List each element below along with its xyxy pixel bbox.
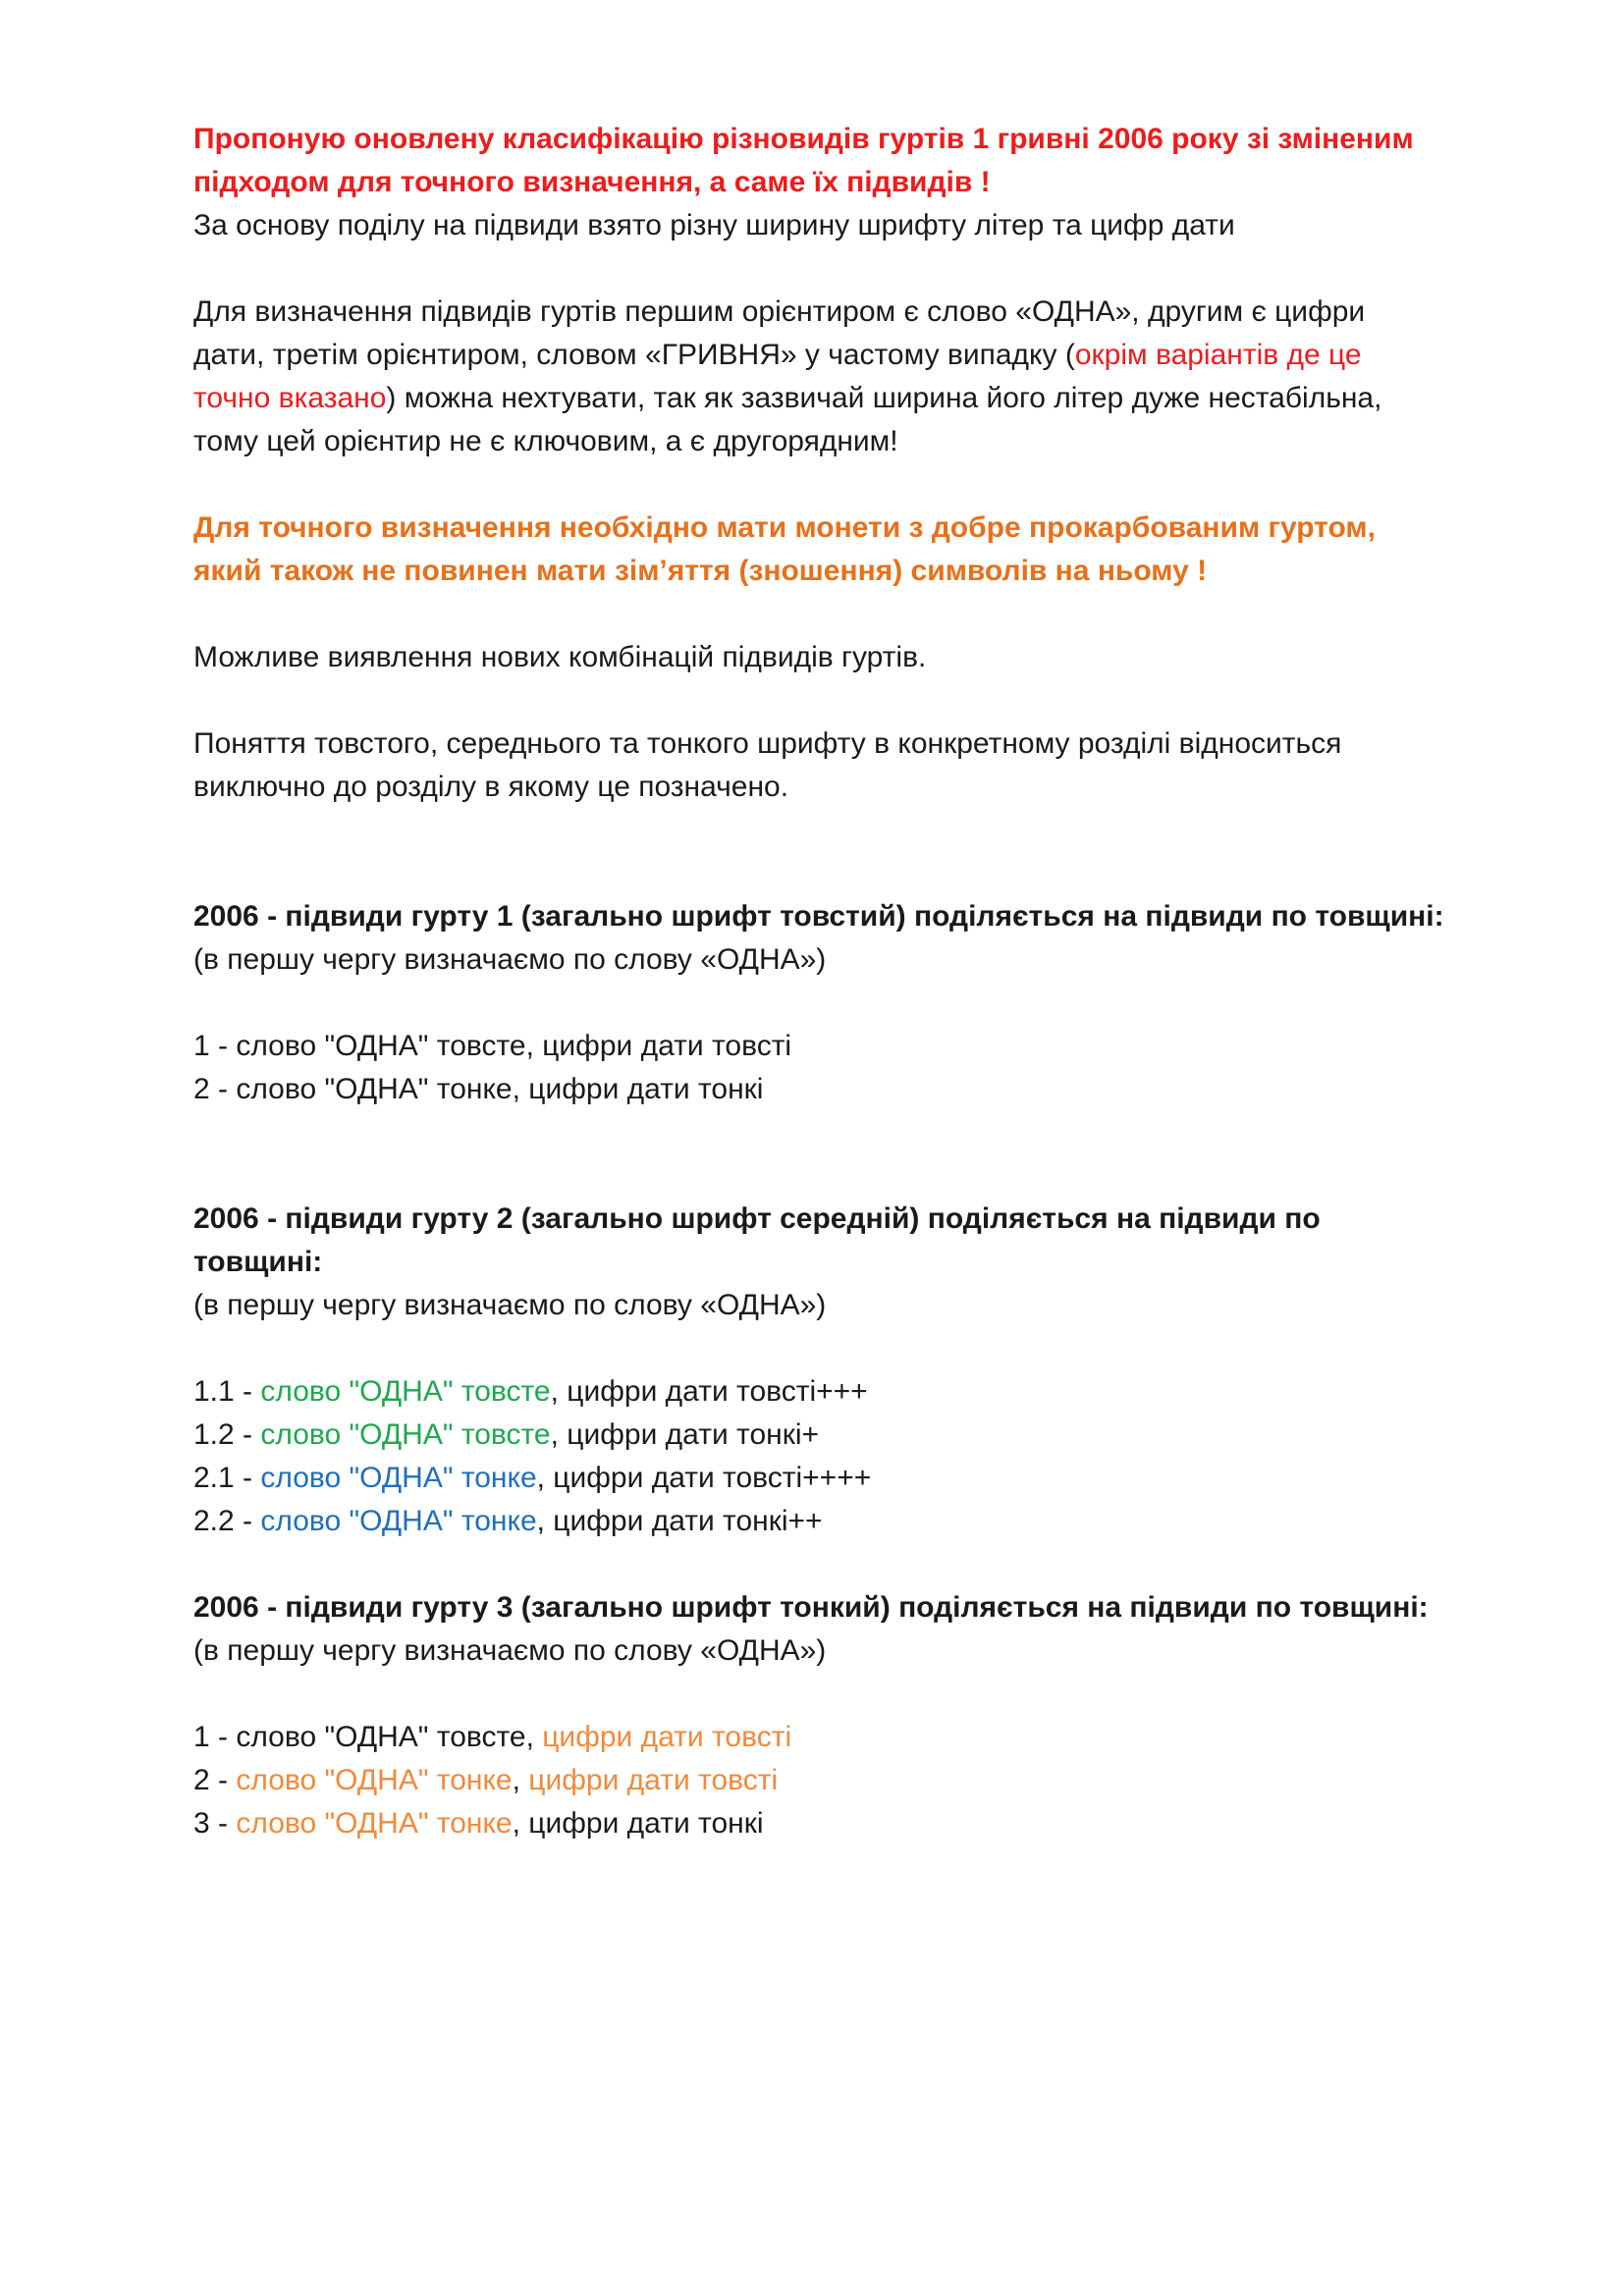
warning-line-2: який також не повинен мати зім’яття (зношення) символів на ньому !	[193, 555, 1208, 587]
item-number: 2.2 -	[193, 1505, 261, 1537]
orientation-paragraph	[193, 291, 1548, 463]
section-2-note: (в першу чергу визначаємо по слову «ОДНА»)	[193, 1289, 827, 1321]
item-digits: , цифри дати тонкі+	[550, 1418, 820, 1451]
section-1-item-2: 2 - слово "ОДНА" тонке, цифри дати тонкі	[193, 1073, 764, 1105]
section-3-item-2	[193, 1759, 1548, 1802]
section-2-item-2-2	[193, 1500, 1548, 1543]
item-word-thin: слово "ОДНА" тонке	[260, 1505, 537, 1537]
item-number: 1.1 -	[193, 1375, 261, 1408]
section-2-item-2-1	[193, 1457, 1548, 1500]
headline-line-1: Пропоную оновлену класифікацію різновидів гуртів 1 гривні 2006 року зі зміненим	[193, 123, 1414, 155]
section-3	[193, 1586, 1548, 1845]
item-number: 1.2 -	[193, 1418, 261, 1451]
item-digits: , цифри дати товсті++++	[536, 1462, 872, 1494]
item-number: 2.1 -	[193, 1462, 261, 1494]
orientation-line-2	[193, 334, 1548, 377]
item-digits: , цифри дати тонкі	[512, 1807, 764, 1840]
concept-line-1: Поняття товстого, середнього та тонкого шрифту в конкретному розділі відноситься	[193, 727, 1342, 760]
section-3-item-3	[193, 1802, 1548, 1845]
section-2-item-1-2	[193, 1414, 1548, 1457]
basis-text: За основу поділу на підвиди взято різну ширину шрифту літер та цифр дати	[193, 209, 1235, 241]
section-2-item-1-1	[193, 1370, 1548, 1414]
item-word-thin: слово "ОДНА" тонке	[236, 1807, 513, 1840]
item-separator: ,	[512, 1764, 529, 1796]
orientation-line-1: Для визначення підвидів гуртів першим орієнтиром є слово «ОДНА», другим є цифри	[193, 295, 1366, 328]
section-1-note: (в першу чергу визначаємо по слову «ОДНА»)	[193, 943, 827, 976]
section-2	[193, 1198, 1548, 1543]
section-3-title: 2006 - підвиди гурту 3 (загально шрифт тонкий) поділяється на підвиди по товщині:	[193, 1591, 1429, 1624]
item-word-thin: слово "ОДНА" тонке	[260, 1462, 537, 1494]
item-digits-thick: цифри дати товсті	[528, 1764, 779, 1796]
item-number: 3 -	[193, 1807, 237, 1840]
section-3-item-1	[193, 1716, 1548, 1759]
warning-line-1: Для точного визначення необхідно мати монети з добре прокарбованим гуртом,	[193, 511, 1376, 544]
item-word-thick: слово "ОДНА" товсте	[260, 1375, 551, 1408]
possible-combinations-text: Можливе виявлення нових комбінацій підвидів гуртів.	[193, 641, 927, 673]
item-word-thick: слово "ОДНА" товсте	[260, 1418, 551, 1451]
section-1	[193, 895, 1548, 1111]
document-page	[193, 118, 1548, 1845]
item-digits: , цифри дати товсті+++	[550, 1375, 868, 1408]
item-text: 1 - слово "ОДНА" товсте,	[193, 1721, 543, 1753]
section-1-title: 2006 - підвиди гурту 1 (загально шрифт товстий) поділяється на підвиди по товщині:	[193, 900, 1444, 933]
orientation-exception-text-2: точно вказано	[193, 382, 387, 414]
orientation-exception-text: окрім варіантів де це	[1074, 339, 1362, 371]
item-word-thin: слово "ОДНА" тонке	[236, 1764, 513, 1796]
item-digits-thick: цифри дати товсті	[542, 1721, 792, 1753]
orientation-line-3	[193, 377, 1548, 420]
section-1-item-1: 1 - слово "ОДНА" товсте, цифри дати товсті	[193, 1030, 792, 1062]
section-2-title-line-1: 2006 - підвиди гурту 2 (загально шрифт середній) поділяється на підвиди по	[193, 1202, 1321, 1235]
item-number: 2 -	[193, 1764, 237, 1796]
headline-line-2: підходом для точного визначення, а саме їх підвидів !	[193, 166, 991, 198]
orientation-line-2-text: дати, третім орієнтиром, словом «ГРИВНЯ» у частому випадку (	[193, 339, 1075, 371]
section-3-note: (в першу чергу визначаємо по слову «ОДНА»)	[193, 1634, 827, 1667]
item-digits: , цифри дати тонкі++	[536, 1505, 823, 1537]
orientation-line-3-text: ) можна нехтувати, так як зазвичай ширина його літер дуже нестабільна,	[386, 382, 1382, 414]
section-2-title-line-2: товщині:	[193, 1246, 323, 1278]
orientation-line-4: тому цей орієнтир не є ключовим, а є другорядним!	[193, 425, 898, 457]
concept-line-2: виключно до розділу в якому це позначено.	[193, 771, 789, 803]
